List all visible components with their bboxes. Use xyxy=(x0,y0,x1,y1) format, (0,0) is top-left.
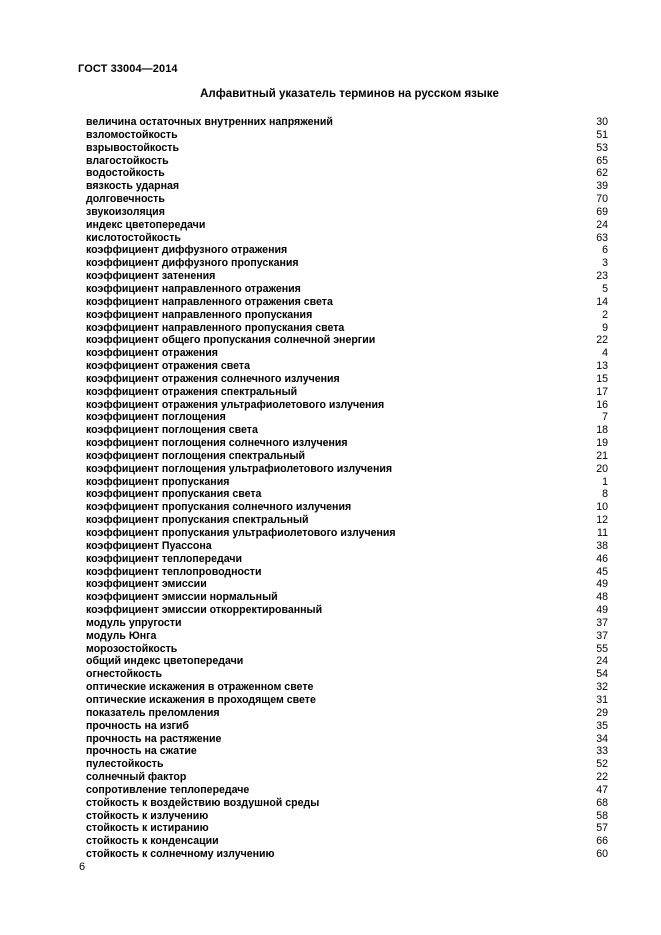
index-entry xyxy=(86,630,608,643)
index-term: стойкость к конденсации xyxy=(86,835,219,848)
index-page-ref: 58 xyxy=(596,809,608,822)
index-entry xyxy=(86,476,608,489)
index-page-ref: 45 xyxy=(596,565,608,578)
index-page-ref: 1 xyxy=(602,475,608,488)
index-entry xyxy=(86,399,608,412)
index-term: коэффициент теплопроводности xyxy=(86,565,262,578)
index-page-ref: 37 xyxy=(596,629,608,642)
index-entry xyxy=(86,566,608,579)
index-entry xyxy=(86,681,608,694)
index-page-ref: 33 xyxy=(596,745,608,758)
index-page-ref: 47 xyxy=(596,783,608,796)
index-page-ref: 60 xyxy=(596,848,608,861)
index-page-ref: 23 xyxy=(596,270,608,283)
index-page-ref: 4 xyxy=(602,347,608,360)
index-entry xyxy=(86,707,608,720)
index-entry xyxy=(86,411,608,424)
index-page-ref: 15 xyxy=(596,372,608,385)
index-page-ref: 32 xyxy=(596,681,608,694)
index-term: коэффициент пропускания xyxy=(86,475,230,488)
index-entry xyxy=(86,232,608,245)
index-page-ref: 54 xyxy=(596,668,608,681)
index-page-ref: 7 xyxy=(602,411,608,424)
index-term: индекс цветопередачи xyxy=(86,218,206,231)
index-term: огнестойкость xyxy=(86,668,163,681)
index-page-ref: 49 xyxy=(596,604,608,617)
index-page-ref: 48 xyxy=(596,591,608,604)
index-page-ref: 65 xyxy=(596,154,608,167)
index-term: взломостойкость xyxy=(86,128,178,141)
index-page-ref: 22 xyxy=(596,771,608,784)
index-page-ref: 29 xyxy=(596,706,608,719)
index-term: морозостойкость xyxy=(86,642,178,655)
index-term: модуль Юнга xyxy=(86,629,157,642)
index-page-ref: 16 xyxy=(596,398,608,411)
index-term: коэффициент поглощения света xyxy=(86,424,258,437)
index-page-ref: 22 xyxy=(596,334,608,347)
index-entry xyxy=(86,129,608,142)
index-page-ref: 24 xyxy=(596,218,608,231)
index-term: взрывостойкость xyxy=(86,141,180,154)
index-entry xyxy=(86,488,608,501)
index-term: коэффициент поглощения xyxy=(86,411,226,424)
index-term: коэффициент поглощения солнечного излучения xyxy=(86,437,348,450)
index-entry xyxy=(86,386,608,399)
index-entry xyxy=(86,668,608,681)
index-term: величина остаточных внутренних напряжений xyxy=(86,116,333,128)
index-page-ref: 69 xyxy=(596,205,608,218)
index-term: показатель преломления xyxy=(86,706,220,719)
index-term: прочность на растяжение xyxy=(86,732,222,745)
index-page-ref: 62 xyxy=(596,167,608,180)
index-page-ref: 35 xyxy=(596,719,608,732)
index-entry xyxy=(86,643,608,656)
index-term: кислотостойкость xyxy=(86,231,181,244)
index-entry xyxy=(86,733,608,746)
index-page-ref: 5 xyxy=(602,282,608,295)
index-term: солнечный фактор xyxy=(86,771,187,784)
index-term: коэффициент отражения света xyxy=(86,360,250,373)
index-entry xyxy=(86,167,608,180)
index-term: коэффициент направленного отражения xyxy=(86,282,301,295)
index-term: коэффициент направленного пропускания света xyxy=(86,321,345,334)
index-page-ref: 17 xyxy=(596,385,608,398)
index-entry xyxy=(86,501,608,514)
index-term: коэффициент пропускания света xyxy=(86,488,262,501)
index-entry xyxy=(86,463,608,476)
index-entry xyxy=(86,797,608,810)
index-entry xyxy=(86,180,608,193)
index-page-ref: 37 xyxy=(596,616,608,629)
index-page-ref: 24 xyxy=(596,655,608,668)
index-page-ref: 14 xyxy=(596,295,608,308)
index-term: коэффициент Пуассона xyxy=(86,539,212,552)
index-page-ref: 55 xyxy=(596,642,608,655)
index-page-ref: 2 xyxy=(602,308,608,321)
index-term: коэффициент отражения солнечного излучения xyxy=(86,372,340,385)
index-entry xyxy=(86,322,608,335)
index-term: влагостойкость xyxy=(86,154,169,167)
index-term: коэффициент общего пропускания солнечной энергии xyxy=(86,334,376,347)
term-index-list xyxy=(86,116,608,861)
index-term: коэффициент эмиссии xyxy=(86,578,207,591)
index-page-ref: 30 xyxy=(596,116,608,128)
index-page-ref: 49 xyxy=(596,578,608,591)
index-entry xyxy=(86,848,608,861)
index-page-ref: 18 xyxy=(596,424,608,437)
index-entry xyxy=(86,822,608,835)
index-term: модуль упругости xyxy=(86,616,182,629)
index-entry xyxy=(86,835,608,848)
index-term: коэффициент теплопередачи xyxy=(86,552,243,565)
index-term: стойкость к солнечному излучению xyxy=(86,848,275,861)
index-page-ref: 66 xyxy=(596,835,608,848)
index-term: сопротивление теплопередаче xyxy=(86,783,250,796)
index-entry xyxy=(86,450,608,463)
index-entry xyxy=(86,244,608,257)
index-entry xyxy=(86,206,608,219)
index-entry xyxy=(86,591,608,604)
index-entry xyxy=(86,360,608,373)
index-page-ref: 68 xyxy=(596,796,608,809)
index-entry xyxy=(86,334,608,347)
index-term: коэффициент диффузного отражения xyxy=(86,244,288,257)
index-page-ref: 6 xyxy=(602,244,608,257)
index-page-ref: 8 xyxy=(602,488,608,501)
index-entry xyxy=(86,758,608,771)
index-entry xyxy=(86,694,608,707)
index-entry xyxy=(86,578,608,591)
index-entry xyxy=(86,771,608,784)
index-entry xyxy=(86,720,608,733)
index-entry xyxy=(86,527,608,540)
index-term: вязкость ударная xyxy=(86,180,180,193)
index-term: коэффициент эмиссии откорректированный xyxy=(86,604,323,617)
index-page-ref: 9 xyxy=(602,321,608,334)
index-term: коэффициент направленного отражения света xyxy=(86,295,333,308)
index-entry xyxy=(86,193,608,206)
index-term: долговечность xyxy=(86,193,165,206)
index-page-ref: 31 xyxy=(596,693,608,706)
index-term: стойкость к истиранию xyxy=(86,822,209,835)
index-page-ref: 12 xyxy=(596,514,608,527)
index-page-ref: 52 xyxy=(596,758,608,771)
index-entry xyxy=(86,604,608,617)
index-page-ref: 46 xyxy=(596,552,608,565)
index-entry xyxy=(86,810,608,823)
index-term: прочность на изгиб xyxy=(86,719,189,732)
index-entry xyxy=(86,257,608,270)
index-term: общий индекс цветопередачи xyxy=(86,655,244,668)
index-term: стойкость к воздействию воздушной среды xyxy=(86,796,320,809)
index-entry xyxy=(86,540,608,553)
index-entry xyxy=(86,155,608,168)
index-term: звукоизоляция xyxy=(86,205,165,218)
index-page-ref: 11 xyxy=(597,527,608,539)
index-entry xyxy=(86,424,608,437)
index-entry xyxy=(86,655,608,668)
index-entry xyxy=(86,745,608,758)
index-term: оптические искажения в отраженном свете xyxy=(86,681,314,694)
index-page-ref: 20 xyxy=(596,462,608,475)
index-entry xyxy=(86,373,608,386)
index-term: коэффициент диффузного пропускания xyxy=(86,257,299,270)
index-term: коэффициент отражения ультрафиолетового излучения xyxy=(86,398,385,411)
index-page-ref: 34 xyxy=(596,732,608,745)
index-entry xyxy=(86,296,608,309)
index-entry xyxy=(86,437,608,450)
index-term: стойкость к излучению xyxy=(86,809,209,822)
index-page-ref: 13 xyxy=(596,360,608,373)
index-page-ref: 38 xyxy=(596,539,608,552)
index-page-ref: 57 xyxy=(596,822,608,835)
index-term: коэффициент поглощения ультрафиолетового излучения xyxy=(86,462,393,475)
page-number: 6 xyxy=(79,861,86,873)
index-term: коэффициент пропускания солнечного излучения xyxy=(86,501,352,514)
index-page-ref: 51 xyxy=(596,128,608,141)
standard-code: ГОСТ 33004—2014 xyxy=(78,63,178,75)
index-page-ref: 10 xyxy=(596,501,608,514)
index-entry xyxy=(86,116,608,129)
index-page-ref: 63 xyxy=(596,231,608,244)
index-entry xyxy=(86,553,608,566)
index-entry xyxy=(86,309,608,322)
index-term: коэффициент затенения xyxy=(86,270,216,283)
index-entry xyxy=(86,270,608,283)
index-term: коэффициент пропускания ультрафиолетового излучения xyxy=(86,527,396,539)
index-term: коэффициент пропускания спектральный xyxy=(86,514,309,527)
index-entry xyxy=(86,219,608,232)
index-term: коэффициент отражения спектральный xyxy=(86,385,298,398)
index-page-ref: 53 xyxy=(596,141,608,154)
index-term: коэффициент отражения xyxy=(86,347,218,360)
index-entry xyxy=(86,784,608,797)
index-page-ref: 70 xyxy=(596,193,608,206)
index-term: пулестойкость xyxy=(86,758,164,771)
index-entry xyxy=(86,283,608,296)
index-term: прочность на сжатие xyxy=(86,745,197,758)
index-entry xyxy=(86,347,608,360)
index-entry xyxy=(86,617,608,630)
index-term: коэффициент поглощения спектральный xyxy=(86,449,306,462)
index-page-ref: 39 xyxy=(596,180,608,193)
index-term: коэффициент направленного пропускания xyxy=(86,308,313,321)
index-term: водостойкость xyxy=(86,167,165,180)
index-entry xyxy=(86,142,608,155)
index-term: оптические искажения в проходящем свете xyxy=(86,693,316,706)
page-title: Алфавитный указатель терминов на русском языке xyxy=(200,88,499,100)
index-page-ref: 3 xyxy=(602,257,608,270)
index-term: коэффициент эмиссии нормальный xyxy=(86,591,278,604)
index-entry xyxy=(86,514,608,527)
index-page-ref: 19 xyxy=(596,437,608,450)
index-page-ref: 21 xyxy=(596,449,608,462)
